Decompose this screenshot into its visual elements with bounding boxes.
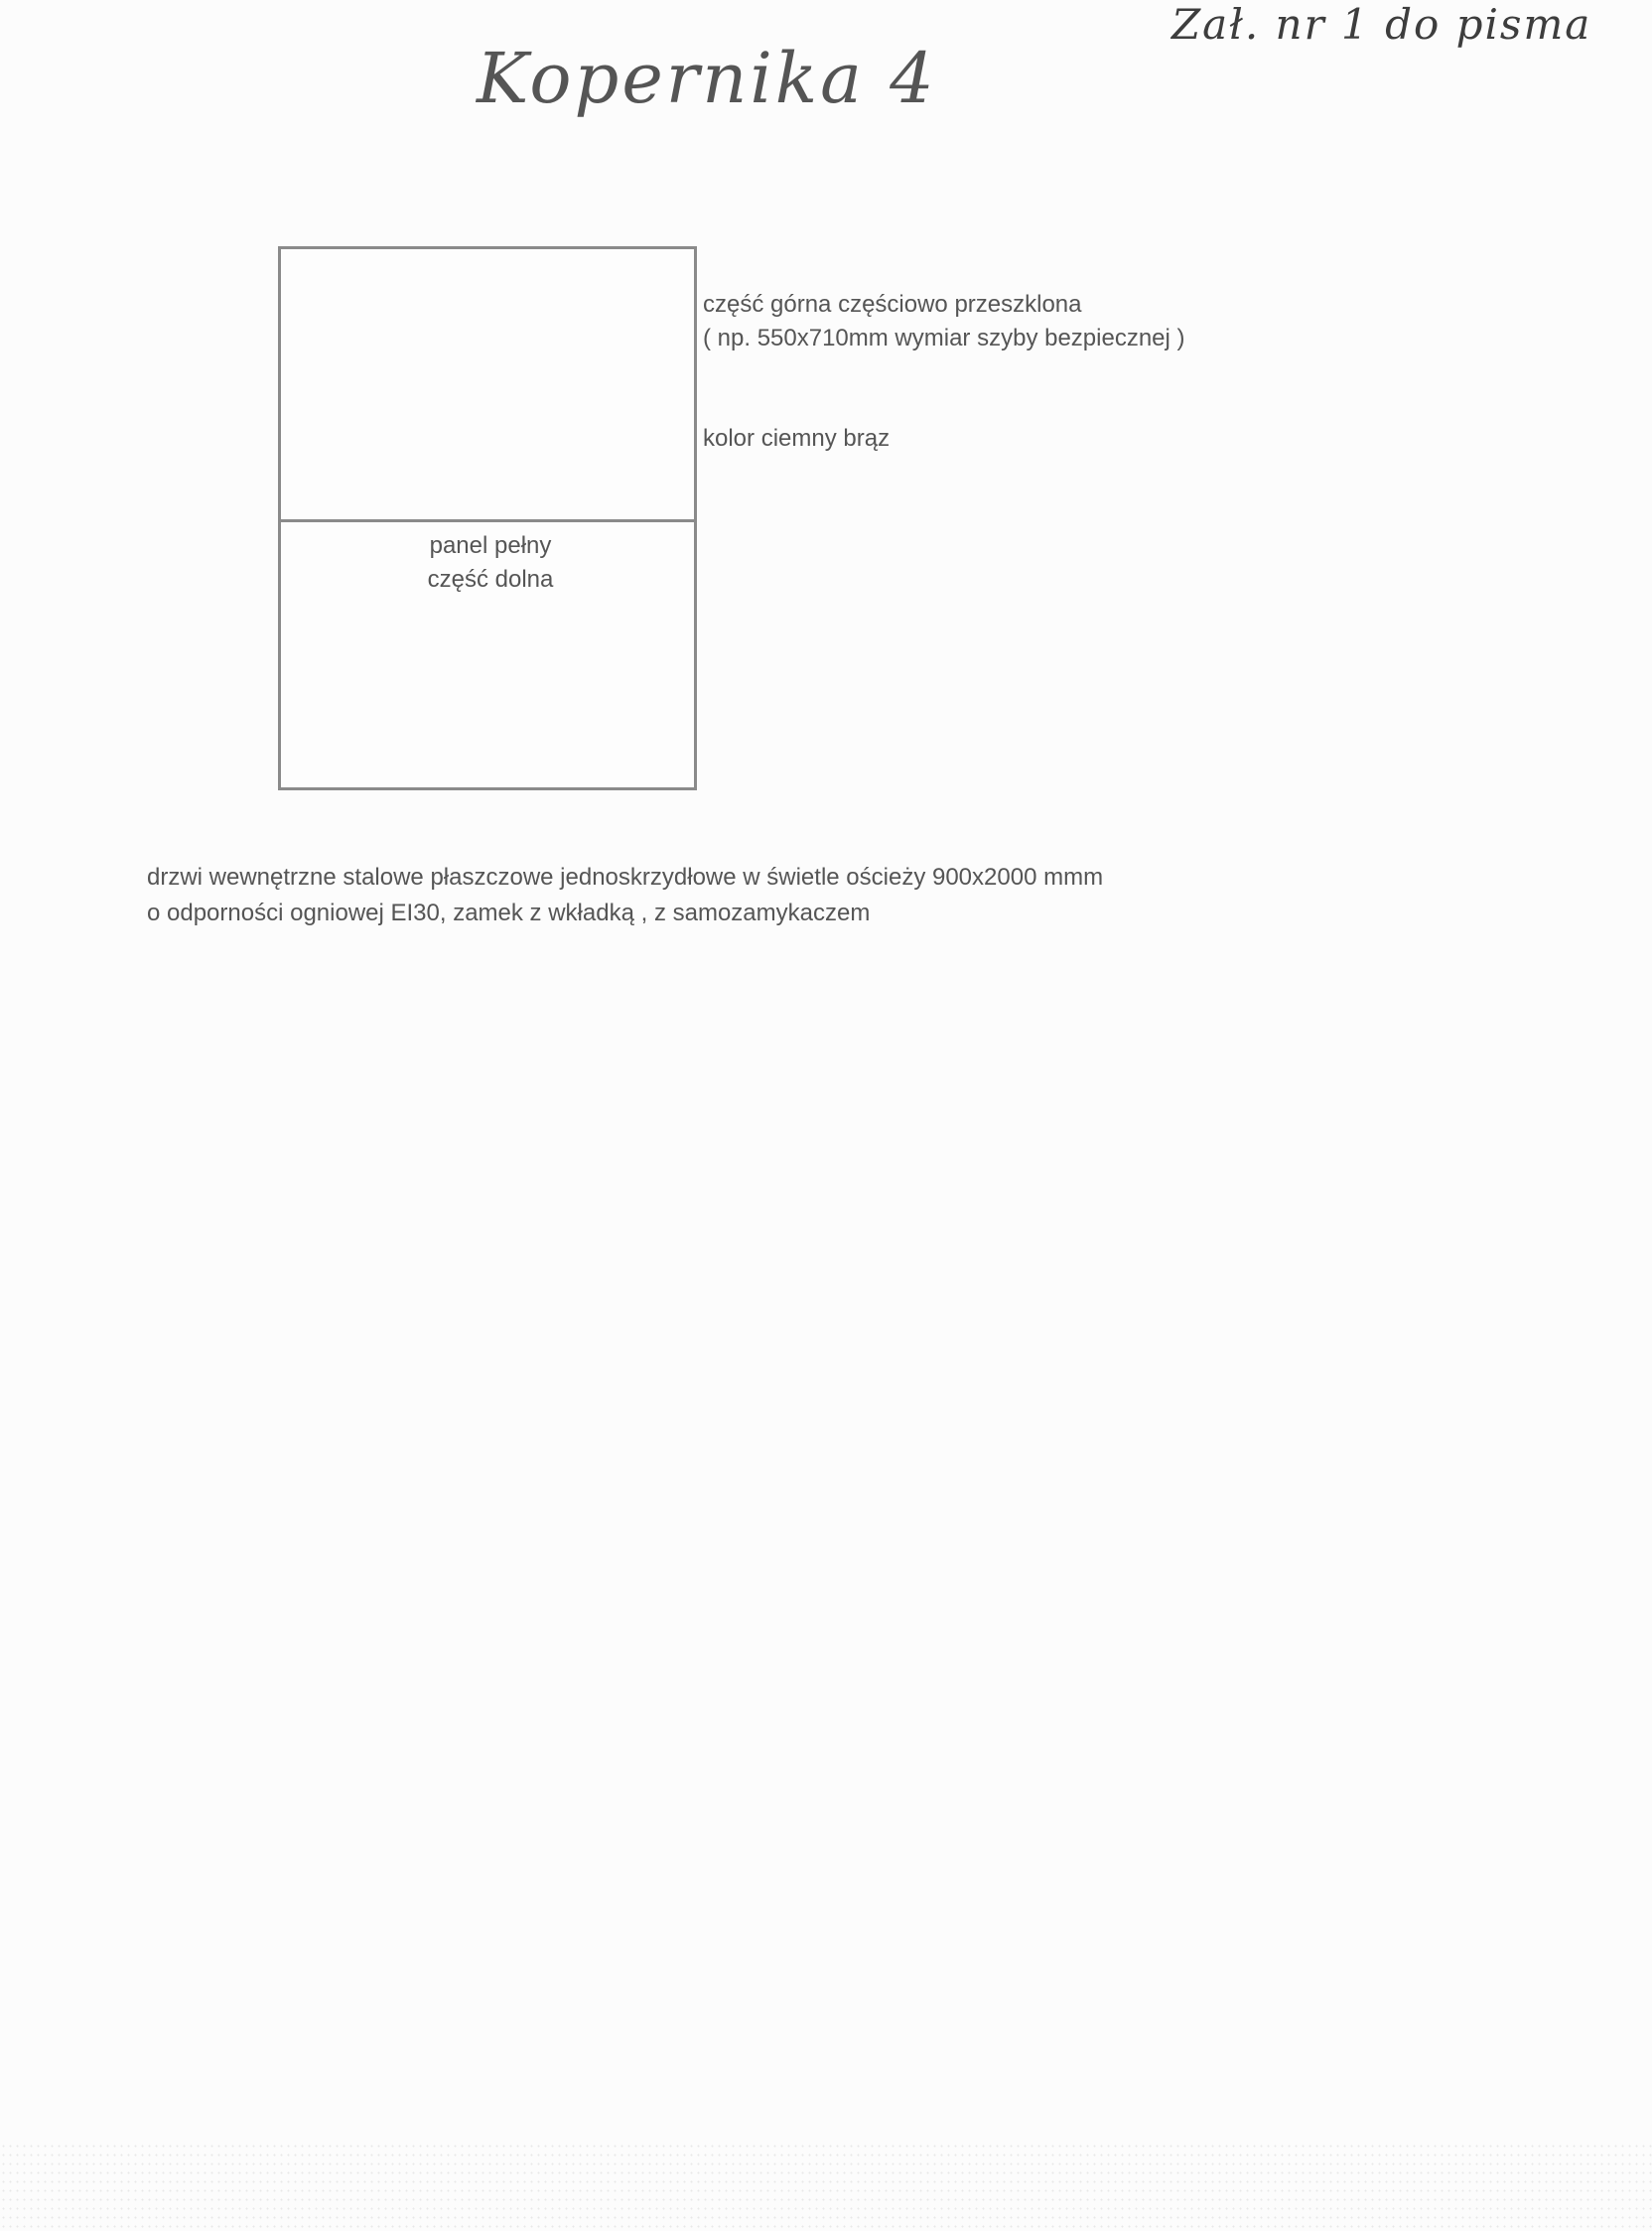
description-line1: drzwi wewnętrzne stalowe płaszczowe jednoskrzydłowe w świetle ościeży 900x2000 mmm <box>147 864 1104 891</box>
upper-note-line1: część górna częściowo przeszklona <box>703 291 1082 318</box>
lower-label-line1: panel pełny <box>429 532 552 559</box>
description-line2: o odporności ogniowej EI30, zamek z wkładką , z samozamykaczem <box>147 900 871 926</box>
door-upper-section <box>281 249 694 522</box>
upper-note-line2: ( np. 550x710mm wymiar szyby bezpiecznej ) <box>703 325 1185 351</box>
door-frame <box>278 246 697 790</box>
door-drawing <box>278 246 703 795</box>
scan-noise <box>0 2142 1652 2231</box>
color-note: kolor ciemny brąz <box>703 425 891 452</box>
door-description <box>147 860 1103 931</box>
address-title: Kopernika 4 <box>477 38 937 119</box>
lower-label-line2: część dolna <box>427 566 554 593</box>
upper-section-note <box>703 288 1185 355</box>
lower-section-label <box>278 529 703 597</box>
attachment-annotation: Zał. nr 1 do pisma <box>1171 0 1592 49</box>
